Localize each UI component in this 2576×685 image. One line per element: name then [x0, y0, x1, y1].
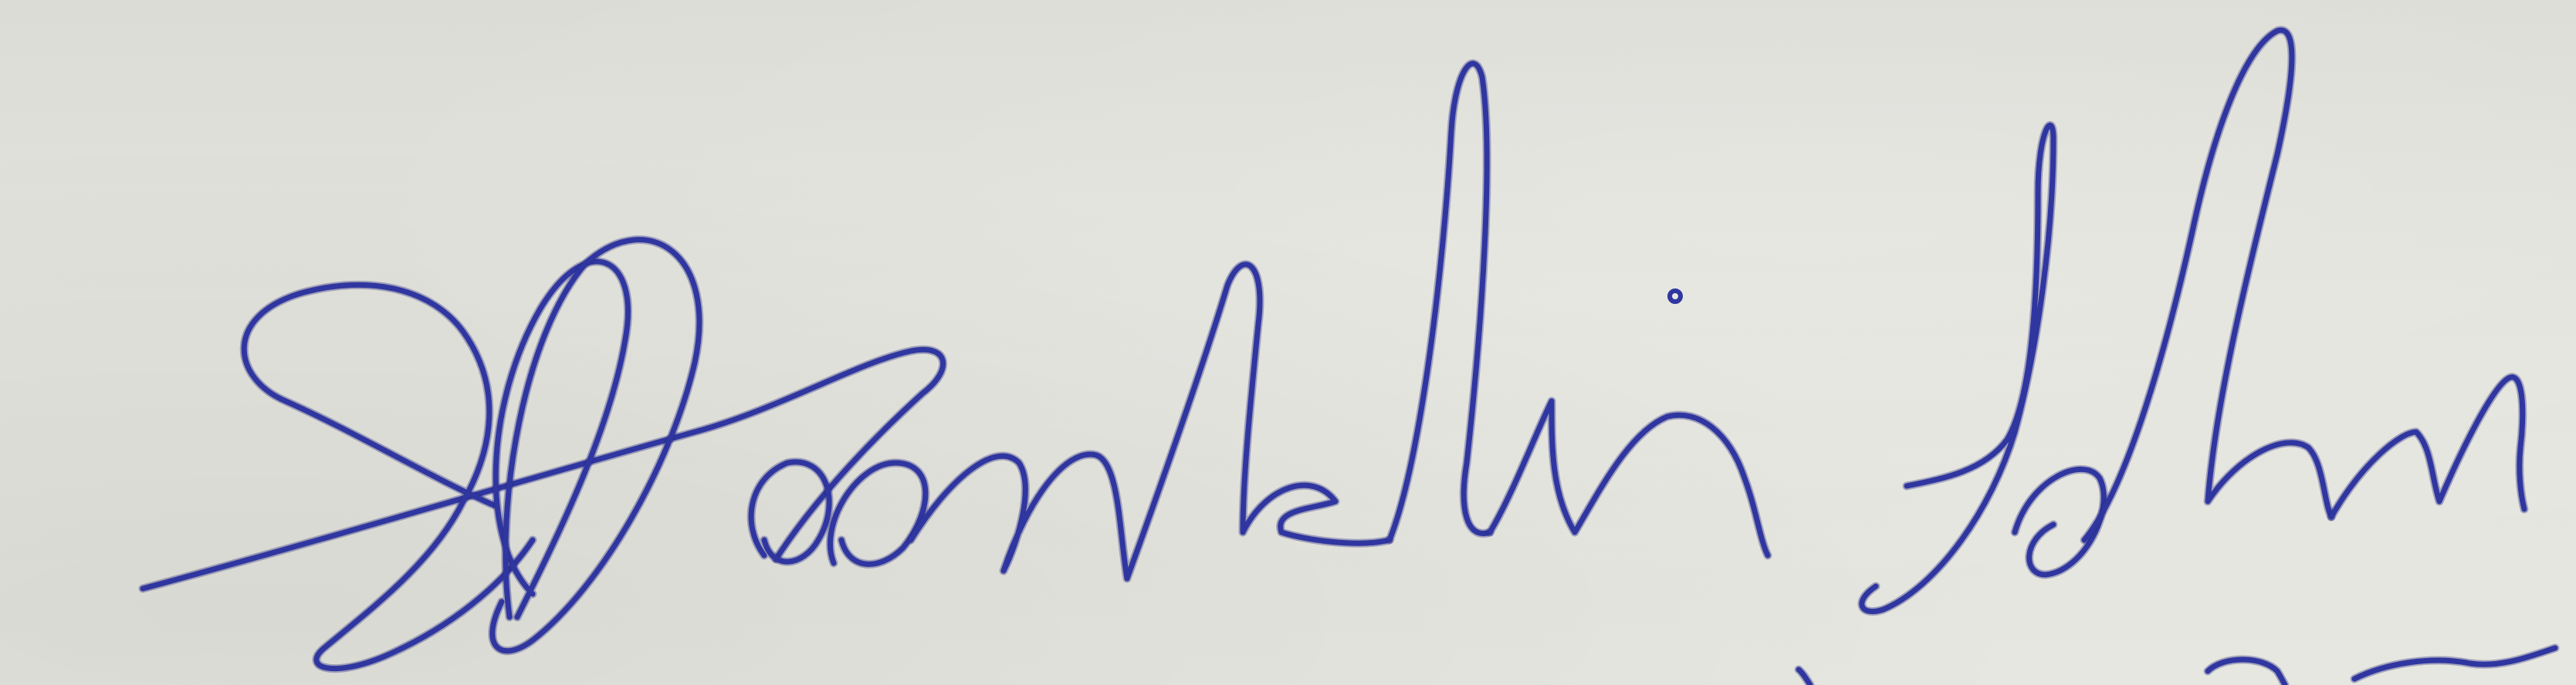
signature-letter-l-shadow: [1390, 63, 1490, 540]
signature-initial-loop-shadow: [244, 285, 533, 668]
signature-letter-o: [2015, 469, 2104, 575]
signature-letters-in-shadow: [1490, 401, 1768, 555]
signature-i-dot: [1670, 291, 1681, 302]
signature-initial-loop: [244, 285, 533, 668]
signature-letters-nk-shadow: [911, 265, 1390, 579]
signature-loop-b: [830, 463, 925, 564]
signature-letter-j-shadow: [1862, 125, 2053, 611]
signature-letters-in: [1490, 401, 1768, 555]
signature-letters-nk: [911, 265, 1390, 579]
signature-letter-h-shadow: [2084, 30, 2331, 540]
signature-ink-strokes: [143, 30, 2555, 685]
